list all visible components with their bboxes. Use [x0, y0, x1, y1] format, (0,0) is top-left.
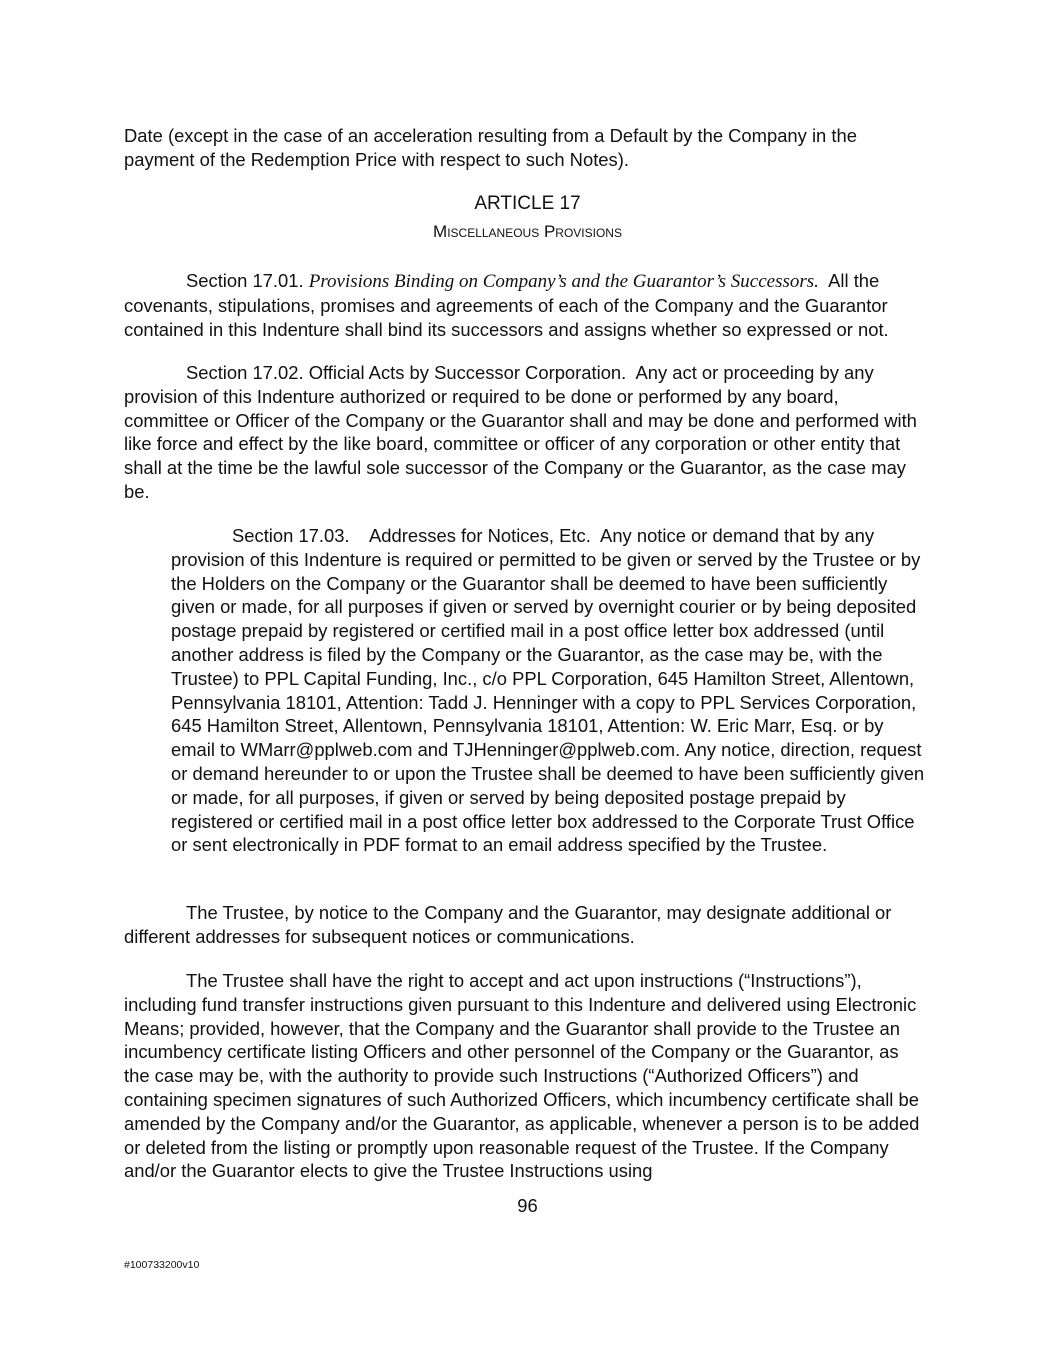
article-title: ARTICLE 17: [474, 193, 581, 214]
section-number: Section 17.03.: [232, 525, 350, 546]
section-17-02: [124, 361, 924, 504]
section-body: All the covenants, stipulations, promises and agreements of each of the Company and the Guarantor contained in this Indenture shall bind its successors and assigns whether so expressed or not.: [124, 270, 889, 340]
page-number: 96: [517, 1195, 538, 1216]
section-number: Section 17.02.: [186, 362, 304, 383]
article-subtitle: Miscellaneous Provisions: [433, 222, 622, 241]
trustee-notice-paragraph: The Trustee, by notice to the Company and the Guarantor, may designate additional or different addresses for subsequent notices or communications.: [124, 902, 892, 947]
section-17-01: [124, 269, 924, 341]
document-id: #100733200v10: [124, 1259, 200, 1271]
section-number: Section 17.01.: [186, 270, 304, 291]
section-body: Any notice or demand that by any provision of this Indenture is required or permitted to be given or served by the Trustee or by the Holders on the Company or the Guarantor shall be deemed to have been sufficiently given or made, for all purposes if given or served by overnight courier or by being deposited postage prepaid by registered or certified mail in a post office letter box addressed (until another address is filed by the Company or the Guarantor, as the case may be, with the Trustee) to PPL Capital Funding, Inc., c/o PPL Corporation, 645 Hamilton Street, Allentown, Pennsylvania 18101, Attention: Tadd J. Henninger with a copy to PPL Services Corporation, 645 Hamilton Street, Allentown, Pennsylvania 18101, Attention: W. Eric Marr, Esq. or by email to WMarr@pplweb.com and TJHenninger@pplweb.com. Any notice, direction, request or demand hereunder to or upon the Trustee shall be deemed to have been sufficiently given or made, for all purposes, if given or served by being deposited postage prepaid by registered or certified mail in a post office letter box addressed to the Corporate Trust Office or sent electronically in PDF format to an email address specified by the Trustee.: [171, 525, 925, 856]
section-title: Provisions Binding on Company’s and the Guarantor’s Successors.: [308, 271, 819, 292]
section-title: Addresses for Notices, Etc.: [369, 525, 591, 546]
instructions-paragraph: The Trustee shall have the right to accept and act upon instructions (“Instructions”), including fund transfer instructions given pursuant to this Indenture and delivered using Electronic Means; provided, however, that the Company and the Guarantor shall provide to the Trustee an incumbency certificate listing Officers and other personnel of the Company or the Guarantor, as the case may be, with the authority to provide such Instructions (“Authorized Officers”) and containing specimen signatures of such Authorized Officers, which incumbency certificate shall be amended by the Company and/or the Guarantor, as applicable, whenever a person is to be added or deleted from the listing or promptly upon reasonable request of the Trustee. If the Company and/or the Guarantor elects to give the Trustee Instructions using: [124, 970, 920, 1182]
continuation-paragraph: Date (except in the case of an acceleration resulting from a Default by the Company in the payment of the Redemption Price with respect to such Notes).: [124, 125, 857, 170]
section-body: Any act or proceeding by any provision of this Indenture authorized or required to be done or performed by any board, committee or Officer of the Company or the Guarantor shall and may be done and performed with like force and effect by the like board, committee or officer of any corporation or other entity that shall at the time be the lawful sole successor of the Company or the Guarantor, as the case may be.: [124, 362, 917, 502]
section-17-03: [171, 524, 931, 857]
section-title: Official Acts by Successor Corporation.: [308, 362, 627, 383]
